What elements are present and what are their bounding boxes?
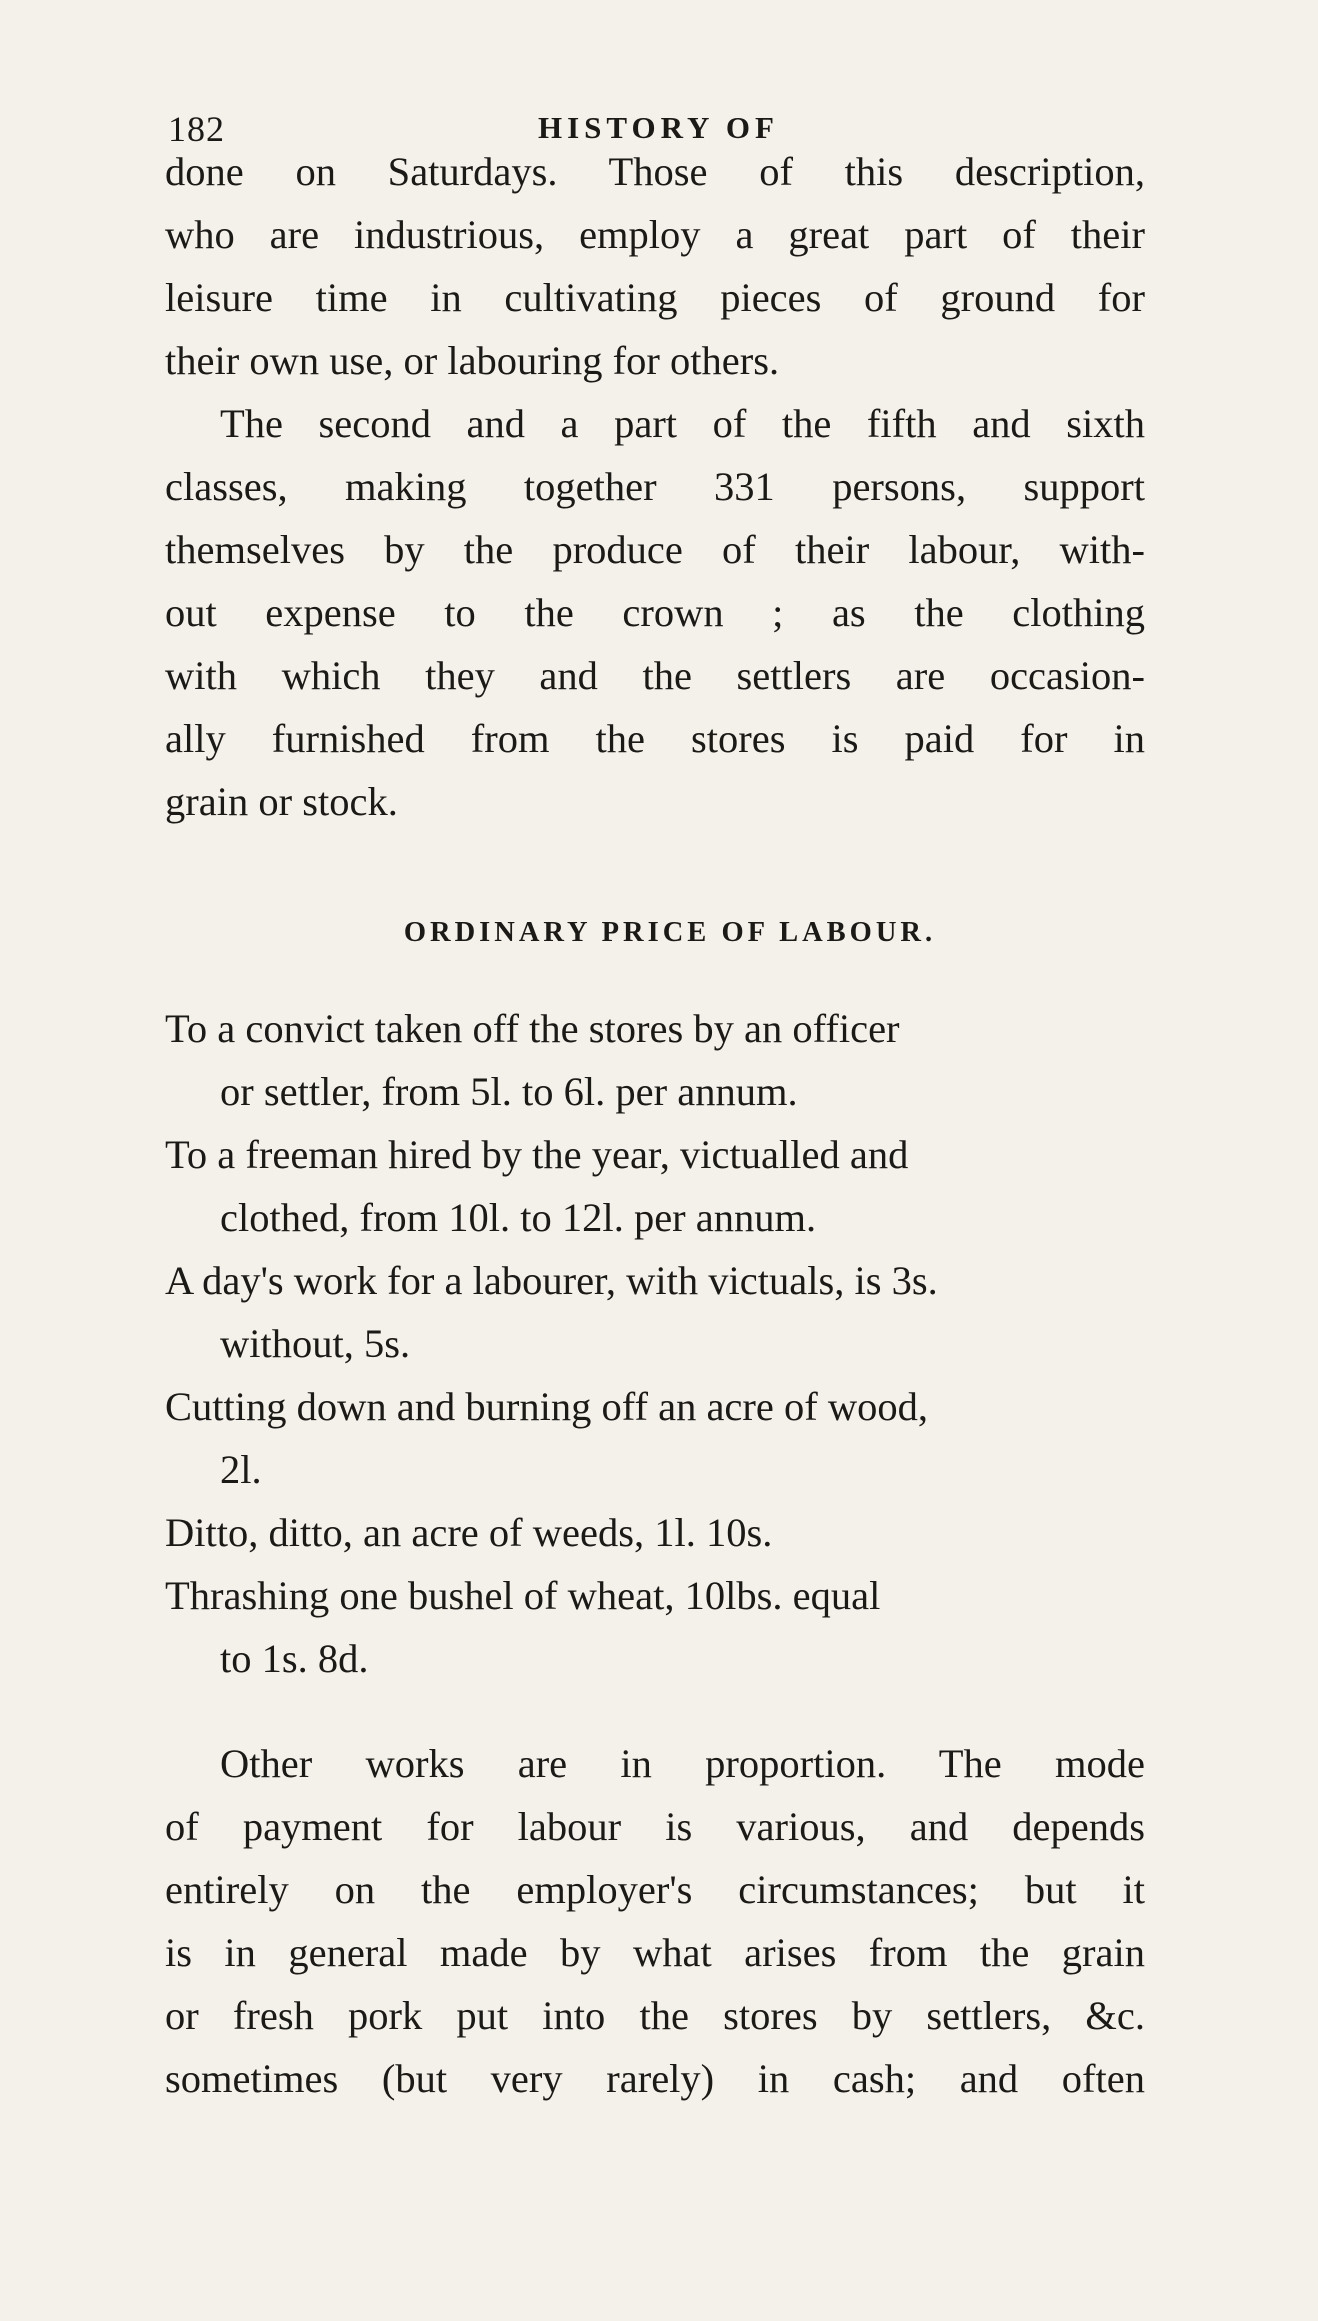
entry-continuation: 2l. <box>220 1447 262 1492</box>
price-entry <box>165 1249 1145 1375</box>
text-line: out expense to the crown ; as the clothing <box>165 590 1145 635</box>
paragraph-3 <box>165 1732 1145 2110</box>
text-line: Other works are in proportion. The mode <box>220 1741 1145 1786</box>
entry-line: To a convict taken off the stores by an officer <box>165 1006 900 1051</box>
body-text <box>165 140 1145 2110</box>
text-line: done on Saturdays. Those of this description, <box>165 149 1145 194</box>
entry-line: A day's work for a labourer, with victuals, is 3s. <box>165 1258 938 1303</box>
paragraph-1 <box>165 140 1145 392</box>
entry-line: To a freeman hired by the year, victualled and <box>165 1132 909 1177</box>
text-line: who are industrious, employ a great part of their <box>165 212 1145 257</box>
text-line: leisure time in cultivating pieces of ground for <box>165 275 1145 320</box>
entry-continuation: or settler, from 5l. to 6l. per annum. <box>220 1069 798 1114</box>
price-entry <box>165 1375 1145 1501</box>
price-entry <box>165 1564 1145 1690</box>
section-heading: ORDINARY PRICE OF LABOUR. <box>403 917 937 948</box>
text-line: their own use, or labouring for others. <box>165 338 780 383</box>
running-title: HISTORY OF <box>538 110 779 145</box>
entry-continuation: clothed, from 10l. to 12l. per annum. <box>220 1195 817 1240</box>
price-entry <box>165 997 1145 1123</box>
spacer <box>165 1690 1145 1732</box>
text-line: of payment for labour is various, and depends <box>165 1804 1145 1849</box>
text-line: with which they and the settlers are occasion- <box>165 653 1145 698</box>
price-entry <box>165 1501 1145 1564</box>
text-line: ally furnished from the stores is paid for in <box>165 716 1145 761</box>
page-number: 182 <box>168 109 225 149</box>
text-line: classes, making together 331 persons, support <box>165 464 1145 509</box>
text-line: themselves by the produce of their labour, with- <box>165 527 1145 572</box>
entry-continuation: without, 5s. <box>220 1321 411 1366</box>
text-line: sometimes (but very rarely) in cash; and often <box>165 2056 1145 2101</box>
paragraph-2 <box>165 392 1145 833</box>
text-line: is in general made by what arises from the grain <box>165 1930 1145 1975</box>
price-entry <box>165 1123 1145 1249</box>
text-line: The second and a part of the fifth and sixth <box>220 401 1145 446</box>
entry-line: Ditto, ditto, an acre of weeds, 1l. 10s. <box>165 1510 773 1555</box>
entry-continuation: to 1s. 8d. <box>220 1636 369 1681</box>
text-line: grain or stock. <box>165 779 398 824</box>
text-line: or fresh pork put into the stores by settlers, &c. <box>165 1993 1145 2038</box>
entry-line: Thrashing one bushel of wheat, 10lbs. equal <box>165 1573 881 1618</box>
text-line: entirely on the employer's circumstances; but it <box>165 1867 1145 1912</box>
entry-line: Cutting down and burning off an acre of wood, <box>165 1384 928 1429</box>
